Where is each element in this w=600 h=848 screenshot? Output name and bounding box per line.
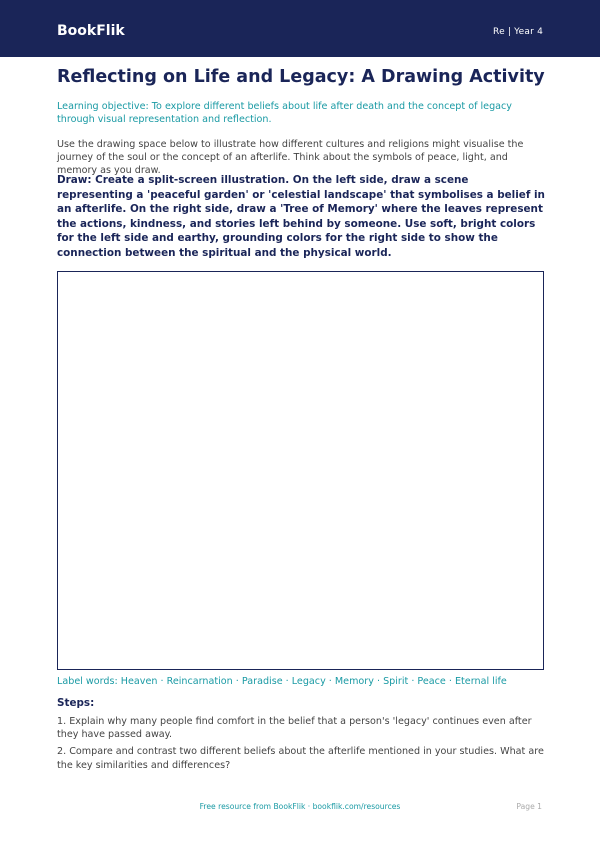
learning-objective: Learning objective: To explore different beliefs about life after death and the concept of legacy through visual representation and reflection. [57, 101, 512, 125]
step-item: 1. Explain why many people find comfort in the belief that a person's 'legacy' continues even after they have passed away. [57, 716, 532, 741]
intro-paragraph: Use the drawing space below to illustrate how different cultures and religions might visualise the journey of the soul or the concept of an afterlife. Think about the symbols of peace, light, and memory as you draw. [57, 139, 524, 176]
step-item: 2. Compare and contrast two different beliefs about the afterlife mentioned in your studies. What are the key similarities and differences? [57, 746, 544, 771]
subject-year-label: Re | Year 4 [493, 27, 543, 37]
page-number: Page 1 [516, 802, 542, 811]
drawing-area[interactable] [57, 271, 544, 670]
brand-logo-text[interactable]: BookFlik [57, 23, 125, 39]
footer-resource-link[interactable]: Free resource from BookFlik · bookflik.com/resources [199, 802, 401, 811]
drawing-task-instructions: Draw: Create a split-screen illustration. On the left side, draw a scene representing a 'peaceful garden' or 'celestial landscape' that symbolises a belief in an afterlife. On the right side, draw a 'Tree of Memory' where the leaves represent the actions, kindness, and stories left behind by someone. Use soft, bright colors for the left side and earthy, grounding colors for the right side to show the connection between the spiritual and the physical world. [57, 174, 545, 259]
label-words: Label words: Heaven · Reincarnation · Paradise · Legacy · Memory · Spirit · Peace · Eternal life [57, 676, 507, 687]
page-title: Reflecting on Life and Legacy: A Drawing Activity [57, 67, 545, 87]
header-bar [0, 0, 600, 57]
steps-list [57, 715, 547, 776]
footer [0, 802, 600, 816]
steps-heading: Steps: [57, 697, 95, 709]
